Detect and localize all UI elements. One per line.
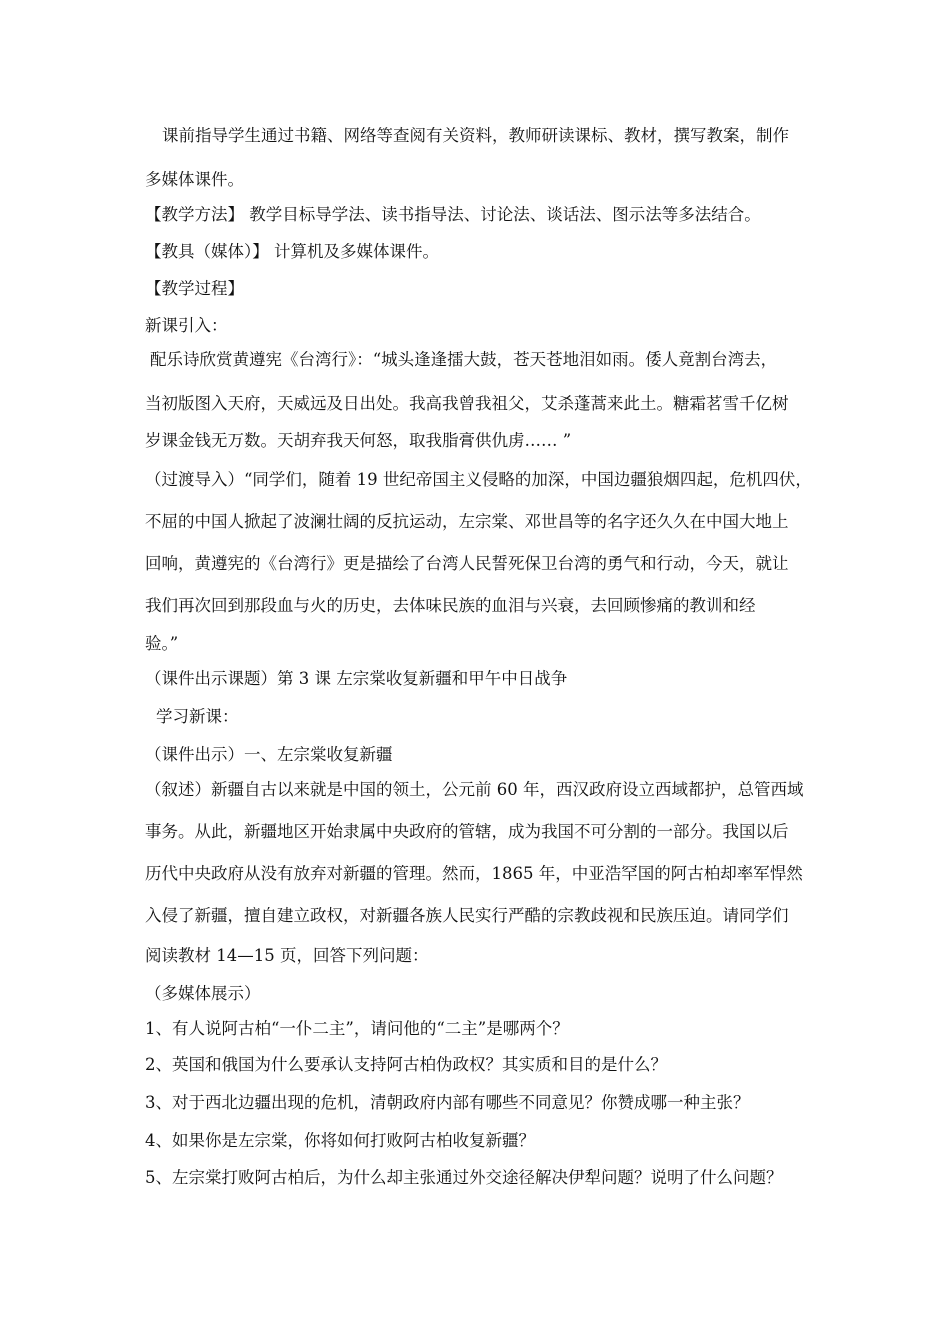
section-one-heading: （课件出示）一、左宗棠收复新疆	[145, 745, 393, 764]
transition-line-4: 我们再次回到那段血与火的历史，去体味民族的血泪与兴衰，去回顾惨痛的教训和经	[145, 596, 756, 615]
teaching-process-heading: 【教学过程】	[145, 279, 244, 298]
question-item: 5、左宗棠打败阿古柏后，为什么却主张通过外交途径解决伊犁问题？说明了什么问题？	[145, 1168, 783, 1187]
media-show-label: （多媒体展示）	[145, 984, 261, 1003]
poem-line-1: 配乐诗欣赏黄遵宪《台湾行》：“城头逢逢擂大鼓，苍天苍地泪如雨。倭人竟割台湾去，	[150, 350, 778, 369]
narration-line-4: 入侵了新疆，擅自建立政权，对新疆各族人民实行严酷的宗教歧视和民族压迫。请同学们	[145, 906, 789, 925]
poem-line-3: 岁课金钱无万数。天胡弃我天何怒，取我脂膏供仇虏…… ”	[145, 431, 572, 450]
narration-line-2: 事务。从此，新疆地区开始隶属中央政府的管辖，成为我国不可分割的一部分。我国以后	[145, 822, 789, 841]
new-lesson-heading: 学习新课：	[156, 707, 239, 726]
prep-text-line-2: 多媒体课件。	[145, 170, 244, 189]
prep-text-line-1: 课前指导学生通过书籍、网络等查阅有关资料，教师研读课标、教材，撰写教案，制作	[162, 126, 789, 145]
intro-heading: 新课引入：	[145, 316, 228, 335]
lesson-title: （课件出示课题）第 3 课 左宗棠收复新疆和甲午中日战争	[145, 669, 568, 688]
transition-line-5: 验。”	[145, 634, 179, 653]
question-item: 3、对于西北边疆出现的危机，清朝政府内部有哪些不同意见？你赞成哪一种主张？	[145, 1093, 750, 1112]
transition-line-3: 回响，黄遵宪的《台湾行》更是描绘了台湾人民誓死保卫台湾的勇气和行动，今天，就让	[145, 554, 789, 573]
transition-line-2: 不屈的中国人掀起了波澜壮阔的反抗运动，左宗棠、邓世昌等的名字还久久在中国大地上	[145, 512, 789, 531]
narration-line-3: 历代中央政府从没有放弃对新疆的管理。然而，1865 年，中亚浩罕国的阿古柏却率军悍然	[145, 864, 803, 883]
teaching-tools: 【教具（媒体）】 计算机及多媒体课件。	[145, 242, 439, 261]
question-item: 1、有人说阿古柏“一仆二主”，请问他的“二主”是哪两个？	[145, 1019, 569, 1038]
poem-line-2: 当初版图入天府，天威远及日出处。我高我曾我祖父，艾杀蓬蒿来此土。糖霜茗雪千亿树	[145, 394, 789, 413]
question-item: 4、如果你是左宗棠，你将如何打败阿古柏收复新疆？	[145, 1131, 535, 1150]
transition-line-1: （过渡导入）“同学们，随着 19 世纪帝国主义侵略的加深，中国边疆狼烟四起，危机四伏，	[145, 470, 812, 489]
question-item: 2、英国和俄国为什么要承认支持阿古柏伪政权？其实质和目的是什么？	[145, 1055, 667, 1074]
narration-line-1: （叙述）新疆自古以来就是中国的领土，公元前 60 年，西汉政府设立西域都护，总管西域	[145, 780, 804, 799]
teaching-method: 【教学方法】 教学目标导学法、读书指导法、讨论法、谈话法、图示法等多法结合。	[145, 205, 761, 224]
narration-line-5: 阅读教材 14—15 页，回答下列问题：	[145, 946, 429, 965]
